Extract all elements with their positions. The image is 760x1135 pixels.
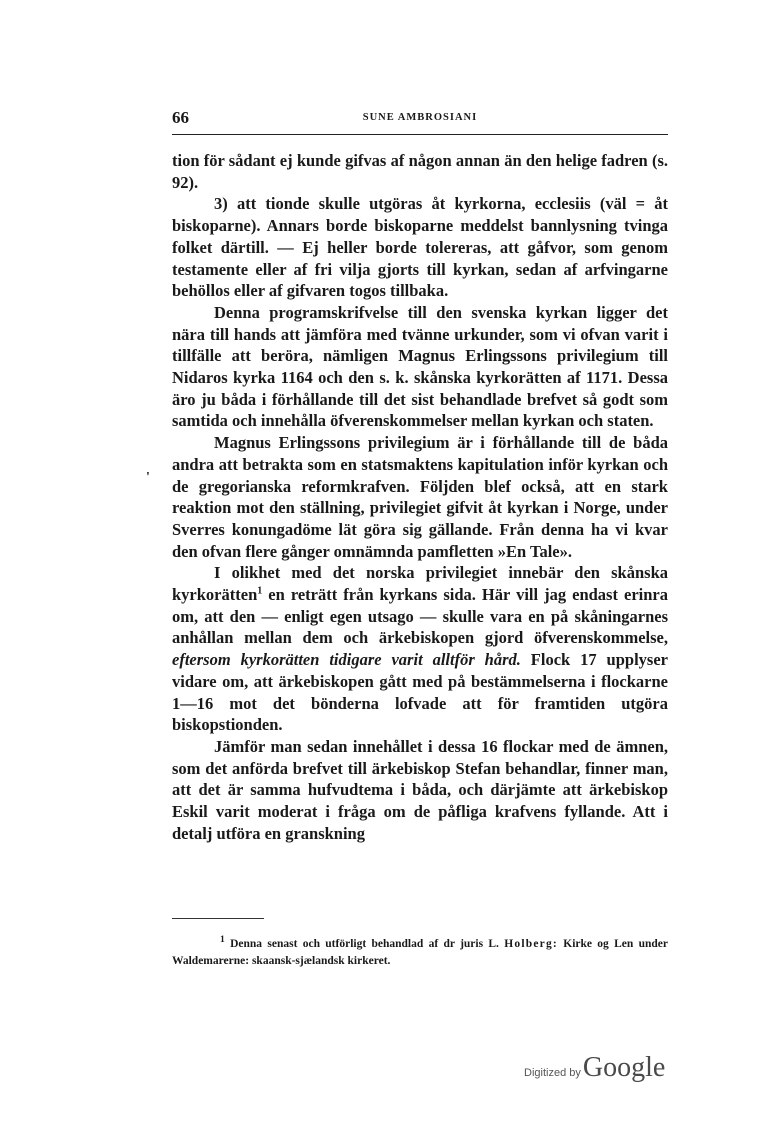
body-text bbox=[172, 150, 668, 845]
margin-mark: ' bbox=[146, 470, 150, 485]
paragraph-2: 3) att tionde skulle utgöras åt kyrkorna, ecclesiis (väl = åt biskoparne). Annars borde biskoparne meddelst bannlysning tvinga folket därtill. — Ej heller borde tolereras, att gåfvor, som genom testamente eller af fri vilja gjorts till kyrkan, sedan af arfvingarne behöllos eller af gifvaren togos tillbaka. bbox=[172, 194, 668, 301]
footnote-text-end: Kirke og Len under Waldemarerne: skaansk-sjælandsk kirkeret. bbox=[172, 937, 669, 967]
google-logo: Google bbox=[582, 1052, 666, 1083]
paragraph-1: tion för sådant ej kunde gifvas af någon annan än den helige fadren (s. 92). bbox=[172, 151, 668, 192]
watermark-prefix: Digitized by bbox=[524, 1067, 581, 1079]
footnote bbox=[172, 931, 668, 970]
footnote-number: 1 bbox=[220, 934, 225, 945]
footnote-text-start: Denna senast och utförligt behandlad af dr juris L. bbox=[224, 937, 505, 950]
paragraph-5-middle: en reträtt från kyrkans sida. Här vill jag endast erinra om, att den — enligt egen utsago — skulle vara en på skåningarnes anhållan mellan dem och ärkebiskopen gjord öfverenskommelse, bbox=[172, 585, 668, 648]
running-head: SUNE AMBROSIANI bbox=[362, 112, 478, 123]
footnote-divider bbox=[172, 918, 264, 919]
paragraph-6: Jämför man sedan innehållet i dessa 16 flockar med de ämnen, som det anförda brefvet till ärkebiskop Stefan behandlar, finner man, att det är samma hufvudtema i båda, och därjämte att ärkebiskop Eskil varit moderat i fråga om de påfliga krafvens fyllande. Att i detalj utföra en granskning bbox=[172, 736, 668, 843]
paragraph-5-end: Flock 17 upplyser vidare om, att ärkebiskopen gått med på bestämmelserna i flockarne 1—16 mot det bönderna lofvade att för framtiden utgöra biskopstionden. bbox=[172, 650, 668, 735]
page-header bbox=[172, 108, 668, 135]
paragraph-4: Magnus Erlingssons privilegium är i förhållande till de båda andra att betrakta som en statsmaktens kapitulation inför kyrkan och de gregorianska reformkrafven. Följden blef också, att en stark reaktion mot den ställning, privilegiet gifvit åt kyrkan i Norge, under Sverres konungadöme lät göra sig gällande. Från denna ha vi kvar den ofvan flere gånger omnämnda pamfletten »En Tale». bbox=[172, 433, 668, 561]
paragraph-5-start: I olikhet med det norska privilegiet innebär den skånska kyrkorätten bbox=[172, 563, 668, 605]
footnote-author: Holberg: bbox=[504, 937, 558, 950]
paragraph-5-italic: eftersom kyrkorätten tidigare varit alltför hård. bbox=[172, 650, 521, 670]
footnote-reference: 1 bbox=[257, 585, 263, 597]
digitized-watermark bbox=[524, 1052, 665, 1084]
paragraph-3: Denna programskrifvelse till den svenska kyrkan ligger det nära till hands att jämföra med tvänne urkunder, som vi ofvan varit i tillfälle att beröra, nämligen Magnus Erlingssons privilegium till Nidaros kyrka 1164 och den s. k. skånska kyrkorätten af 1171. Dessa äro ju båda i förhållande till det sist behandlade brefvet så godt som samtida och innehålla öfverenskommelser mellan kyrkan och staten. bbox=[172, 302, 668, 431]
page-number: 66 bbox=[172, 108, 189, 127]
paragraph-5 bbox=[172, 562, 668, 736]
